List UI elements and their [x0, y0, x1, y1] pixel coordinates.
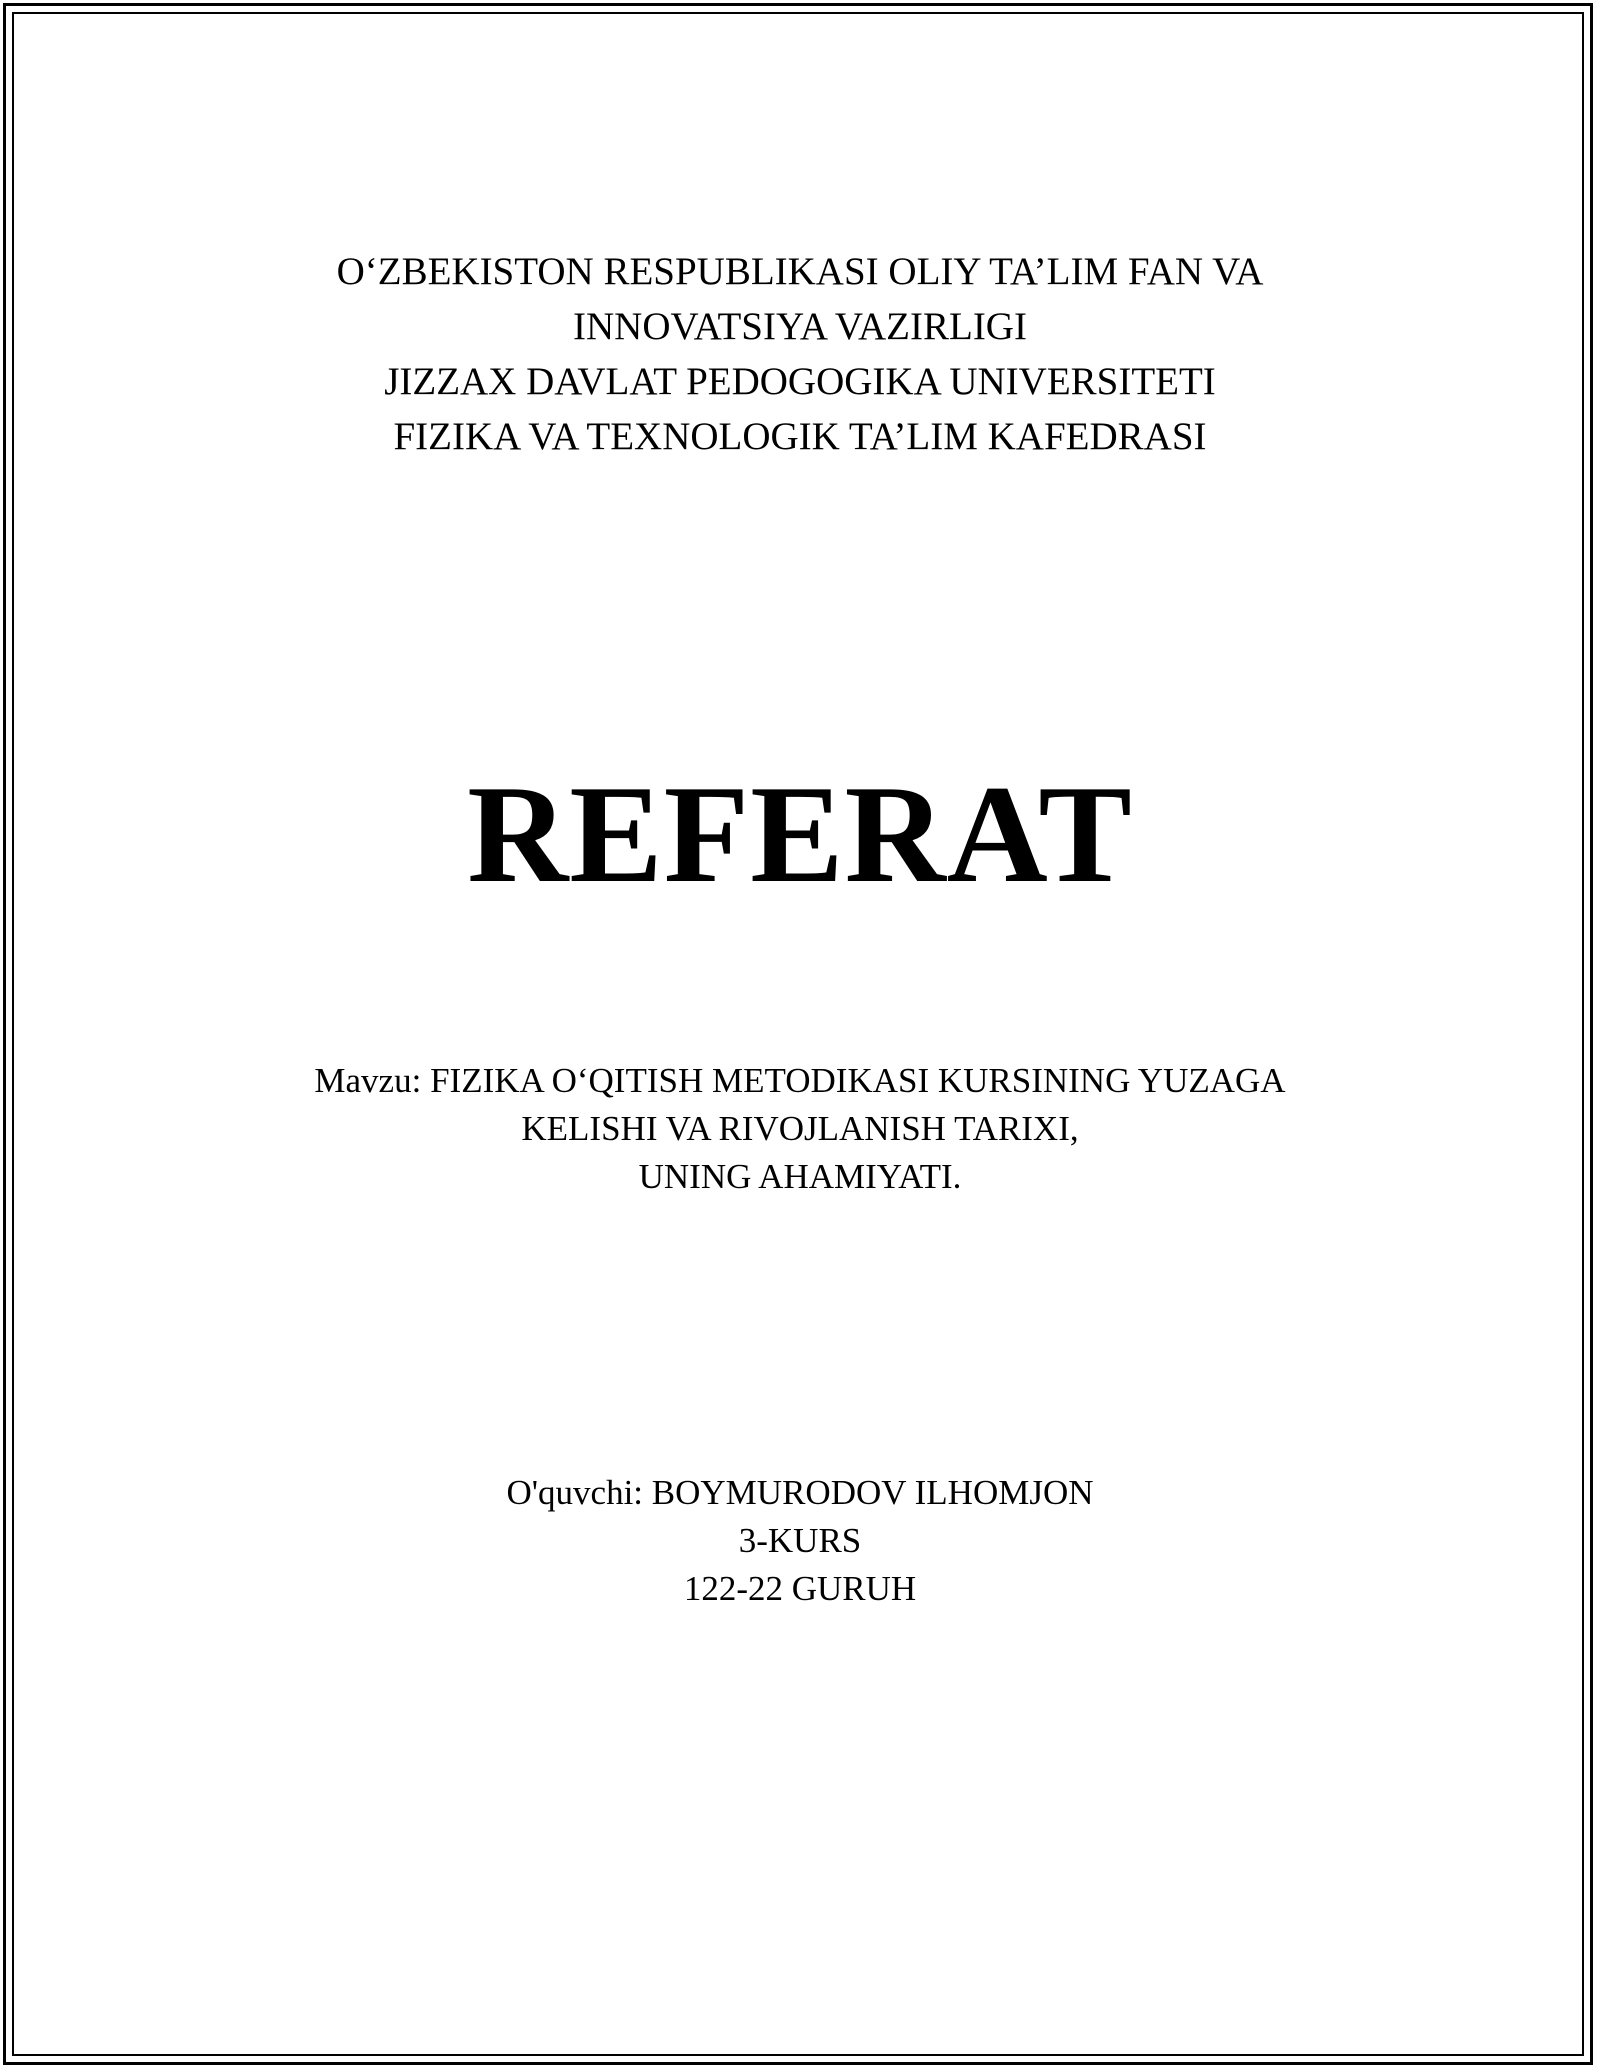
document-title: REFERAT — [467, 757, 1133, 912]
topic-line: KELISHI VA RIVOJLANISH TARIXI, — [521, 1109, 1079, 1148]
topic-line: Mavzu: FIZIKA O‘QITISH METODIKASI KURSINING YUZAGA — [314, 1061, 1286, 1100]
header-line: FIZIKA VA TEXNOLOGIK TA’LIM KAFEDRASI — [393, 415, 1207, 458]
student-info — [0, 1469, 1600, 1613]
header-line: INNOVATSIYA VAZIRLIGI — [573, 305, 1027, 348]
topic-line: UNING AHAMIYATI. — [638, 1157, 962, 1196]
student-course: 3-KURS — [738, 1521, 862, 1560]
header-line: O‘ZBEKISTON RESPUBLIKASI OLIY TA’LIM FAN VA — [336, 250, 1264, 293]
header-line: JIZZAX DAVLAT PEDOGOGIKA UNIVERSITETI — [384, 360, 1216, 403]
student-group: 122-22 GURUH — [683, 1569, 917, 1608]
topic-section — [0, 1057, 1600, 1201]
student-name: O'quvchi: BOYMURODOV ILHOMJON — [506, 1473, 1094, 1512]
institution-header — [0, 244, 1600, 464]
